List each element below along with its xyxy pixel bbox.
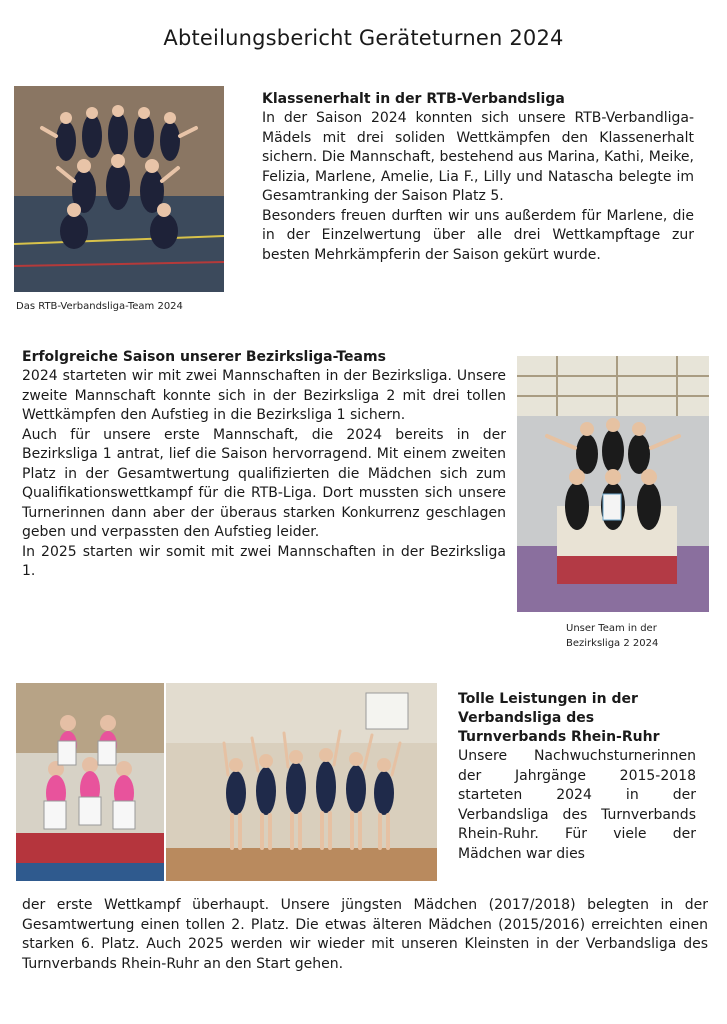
paragraph-erste-mannschaft: Auch für unsere erste Mannschaft, die 2024 bereits in der Bezirksliga 1 antrat, lief die Saison hervorragend. Mit einem zweiten Platz in der Gesamtwertung qualifizierten die Mädchen sich zum Qualifikationswettkampf für die RTB-Liga. Dort mussten sich unsere Turnerinnen dann aber der überaus starken Konkurrenz geschlagen geben und verpassten den Aufstieg leider. (22, 426, 506, 540)
heading-rhein-ruhr-line1: Tolle Leistungen in der (458, 691, 638, 707)
paragraph-marlene: Besonders freuen durften wir uns außerdem für Marlene, die in der Einzelwertung über alle drei Wettkampftage zur besten Mehrkämpferin der Saison gekürt wurde. (262, 207, 694, 263)
heading-bezirksliga: Erfolgreiche Saison unserer Bezirksliga-Teams (22, 349, 386, 365)
photo-verbandsliga-team (14, 86, 224, 292)
photo-jungste-maedchen (16, 683, 164, 881)
heading-rhein-ruhr-line3: Turnverbands Rhein-Ruhr (458, 729, 660, 745)
jungste-photo-illustration (16, 683, 164, 881)
nachwuchs-photo-illustration (166, 683, 437, 881)
section-rhein-ruhr-full (22, 896, 708, 974)
team-photo-illustration (14, 86, 224, 292)
section-bezirksliga (22, 348, 506, 582)
photo-nachwuchs-team (166, 683, 437, 881)
paragraph-klassenerhalt: In der Saison 2024 konnten sich unsere RTB-Verbandliga-Mädels mit drei soliden Wettkämpfen den Klassenerhalt sichern. Die Mannschaft, bestehend aus Marina, Kathi, Meike, Felizia, Marlene, Amelie, Lia F., Lilly und Natascha belegte im Gesamtranking der Saison Platz 5. (262, 110, 694, 204)
photo-bezirksliga-team (517, 356, 709, 612)
paragraph-nachwuchs-intro: Unsere Nachwuchsturnerinnen der Jahrgänge 2015-2018 starteten 2024 in der Verbandsliga des Turnverbands Rhein-Ruhr. Für viele der Mädchen war dies (458, 748, 696, 862)
heading-klassenerhalt: Klassenerhalt in der RTB-Verbandsliga (262, 91, 565, 107)
caption-line-2: Bezirksliga 2 2024 (566, 638, 659, 649)
paragraph-bezirksliga-intro: 2024 starteten wir mit zwei Mannschaften in der Bezirksliga. Unsere zweite Mannschaft konnte sich in der Bezirksliga 2 mit drei tollen Wettkämpfen den Aufstieg in die Bezirksliga 1 sichern. (22, 368, 506, 423)
heading-rhein-ruhr-line2: Verbandsliga des (458, 710, 595, 726)
paragraph-nachwuchs-ergebnisse: der erste Wettkampf überhaupt. Unsere jüngsten Mädchen (2017/2018) belegten in der Gesamtwertung einen tollen 2. Platz. Die etwas älteren Mädchen (2015/2016) erreichten einen starken 6. Platz. Auch 2025 werden wir wieder mit unseren Kleinsten in der Verbandsliga des Turnverbands Rhein-Ruhr an den Start gehen. (22, 897, 708, 972)
caption-line-1: Unser Team in der (566, 623, 657, 634)
section-rhein-ruhr-side (458, 690, 696, 864)
photo-caption-verbandsliga: Das RTB-Verbandsliga-Team 2024 (16, 301, 183, 312)
photo-caption-bezirksliga (566, 621, 716, 651)
paragraph-ausblick-2025: In 2025 starten wir somit mit zwei Mannschaften in der Bezirksliga 1. (22, 543, 506, 579)
page-title: Abteilungsbericht Geräteturnen 2024 (163, 26, 564, 50)
section-verbandsliga (262, 90, 694, 265)
bezirksliga-photo-illustration (517, 356, 709, 612)
